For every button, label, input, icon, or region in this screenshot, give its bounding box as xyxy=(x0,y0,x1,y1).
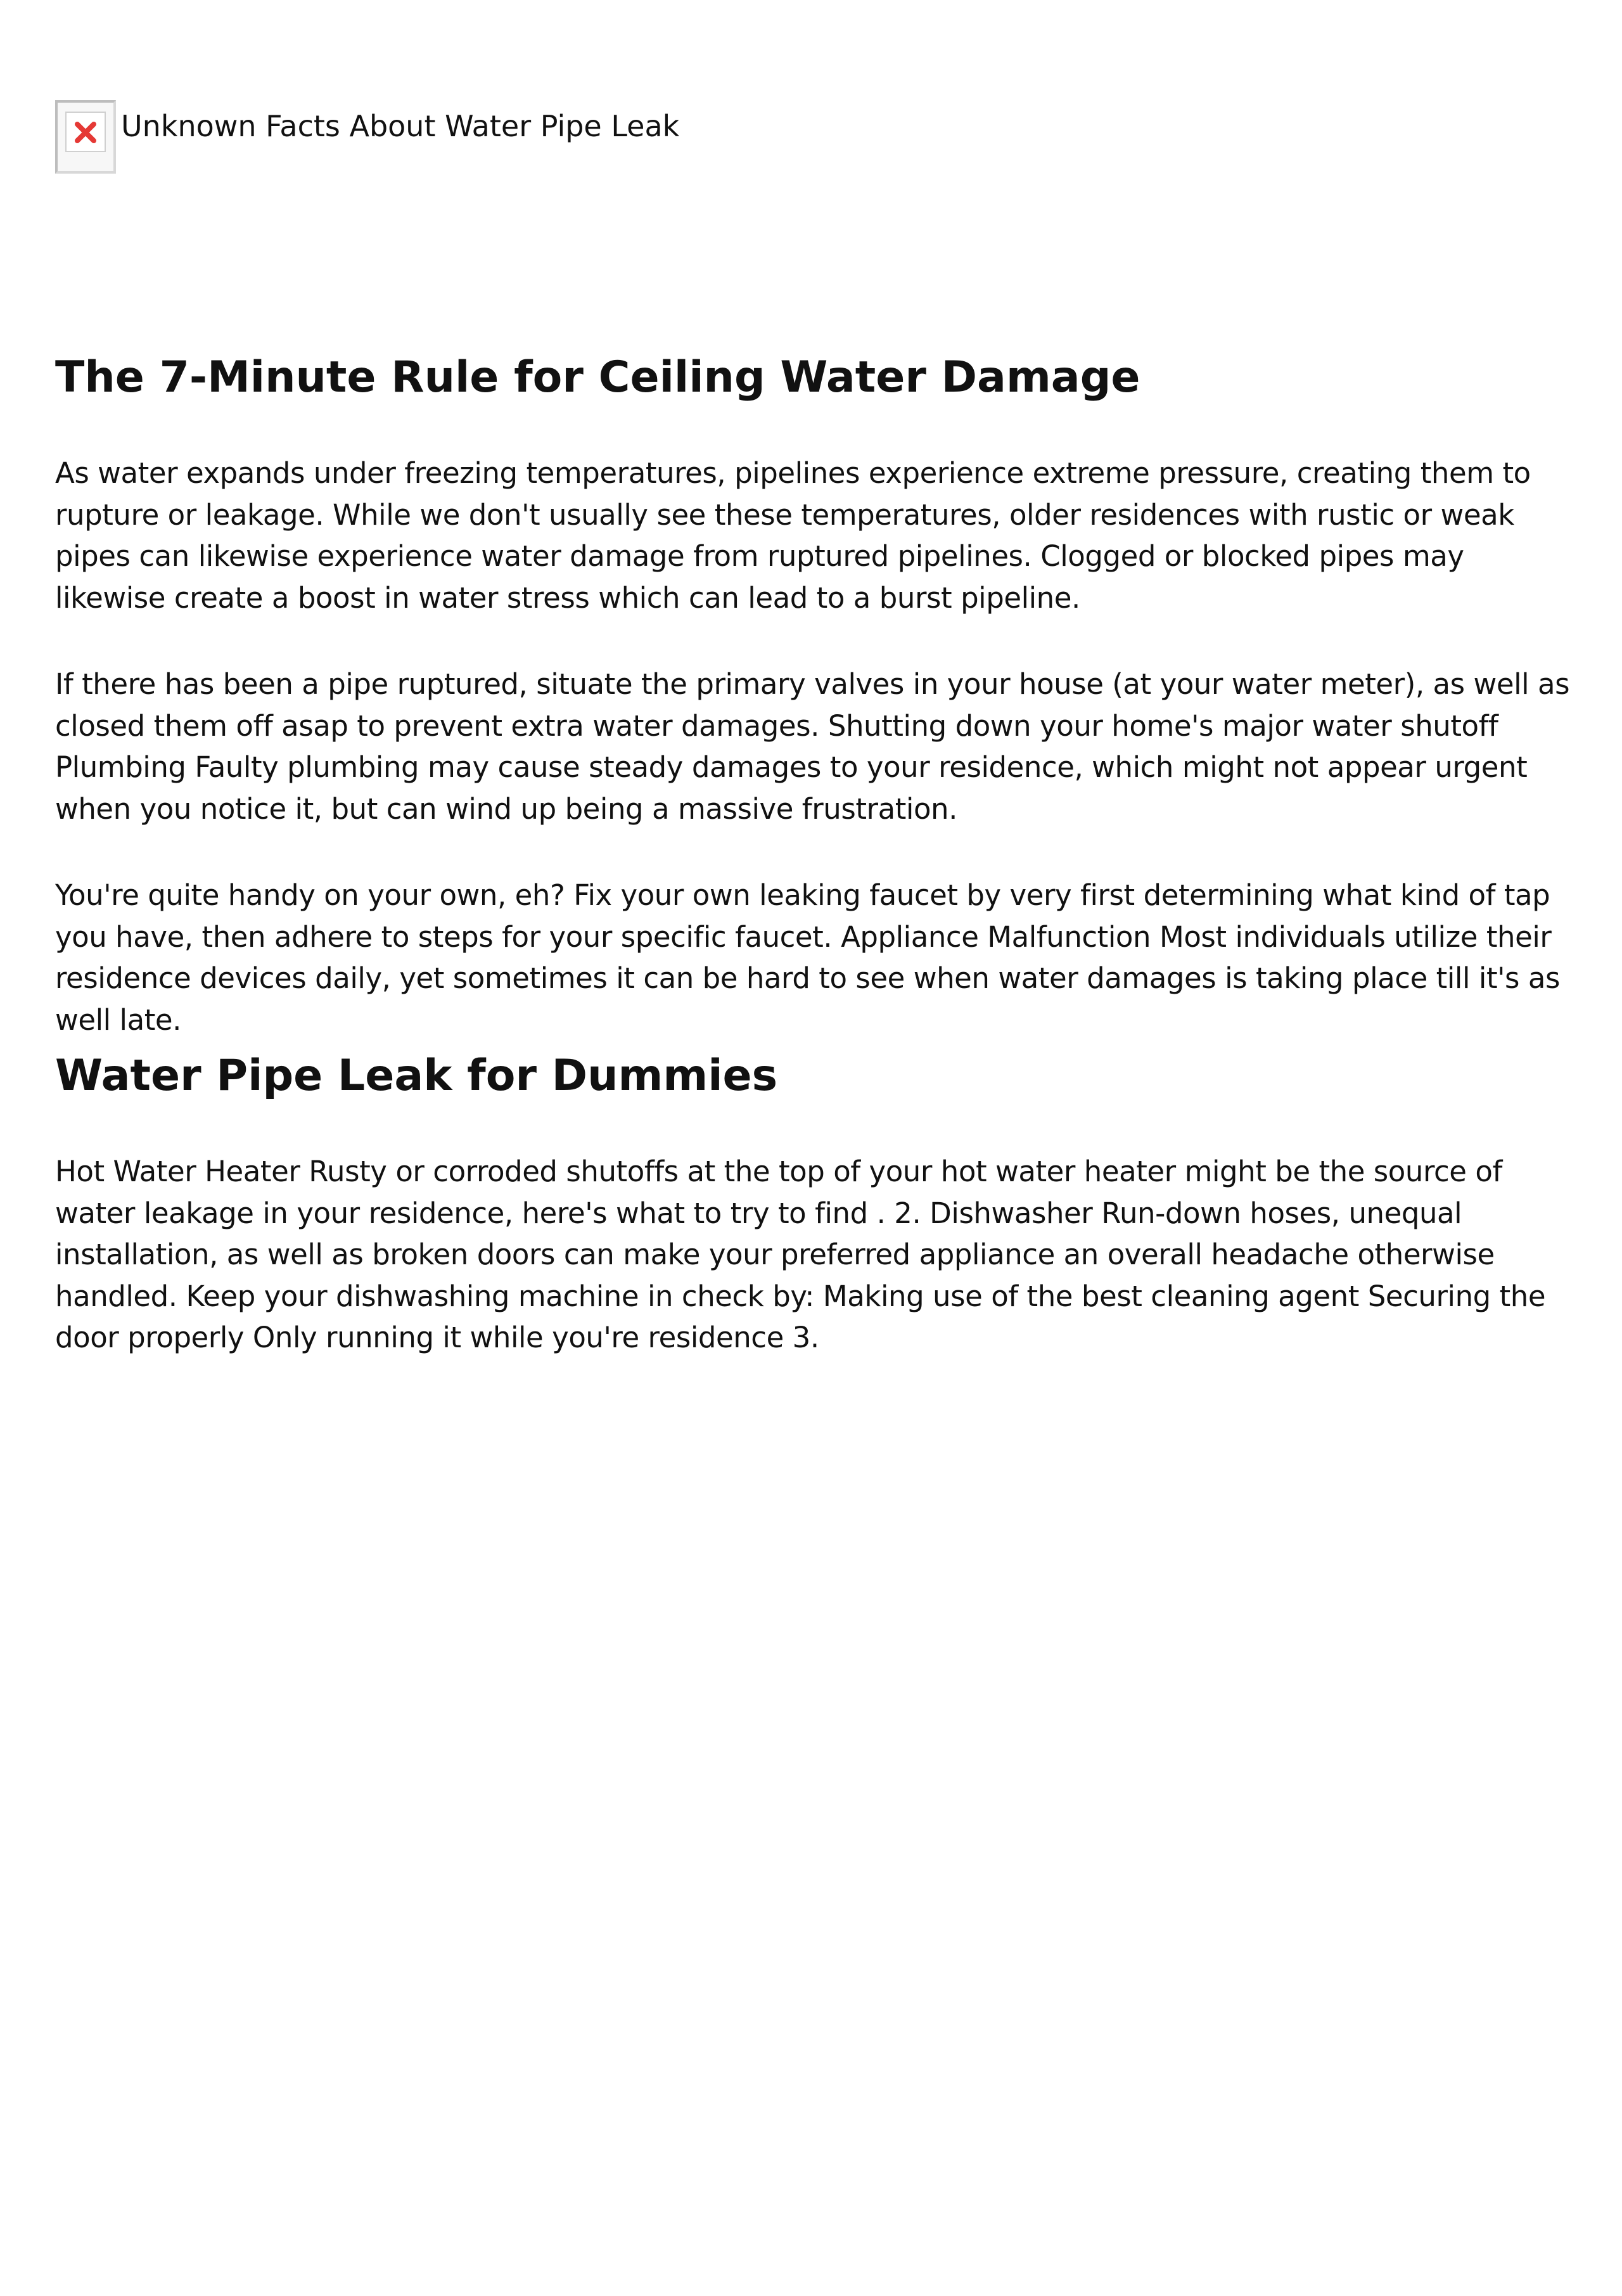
section-heading: The 7-Minute Rule for Ceiling Water Damage xyxy=(55,352,1140,402)
paragraph: Hot Water Heater Rusty or corroded shutoffs at the top of your hot water heater might be the source of water leakage in your residence, here's what to try to find . 2. Dishwasher Run-down hoses, unequal installation, as well as broken doors can make your preferred appliance an overall headache otherwise handled. Keep your dishwashing machine in check by: Making use of the best cleaning agent Securing the door properly Only running it while you're residence 3. xyxy=(55,1155,1546,1354)
paragraph: As water expands under freezing temperatures, pipelines experience extreme pressure, creating them to rupture or leakage. While we don't usually see these temperatures, older residences with rustic or weak pipes can likewise experience water damage from ruptured pipelines. Clogged or blocked pipes may likewise create a boost in water stress which can lead to a burst pipeline. xyxy=(55,456,1531,615)
image-alt-text: Unknown Facts About Water Pipe Leak xyxy=(121,109,680,143)
section-heading: Water Pipe Leak for Dummies xyxy=(55,1051,778,1101)
broken-image-icon xyxy=(55,100,116,174)
broken-image xyxy=(55,100,679,174)
paragraph: You're quite handy on your own, eh? Fix your own leaking faucet by very first determining what kind of tap you have, then adhere to steps for your specific faucet. Appliance Malfunction Most individuals utilize their residence devices daily, yet sometimes it can be hard to see when water damages is taking place till it's as well late. xyxy=(55,878,1561,1037)
paragraph: If there has been a pipe ruptured, situate the primary valves in your house (at your water meter), as well as closed them off asap to prevent extra water damages. Shutting down your home's major water shutoff Plumbing Faulty plumbing may cause steady damages to your residence, which might not appear urgent when you notice it, but can wind up being a massive frustration. xyxy=(55,667,1570,826)
